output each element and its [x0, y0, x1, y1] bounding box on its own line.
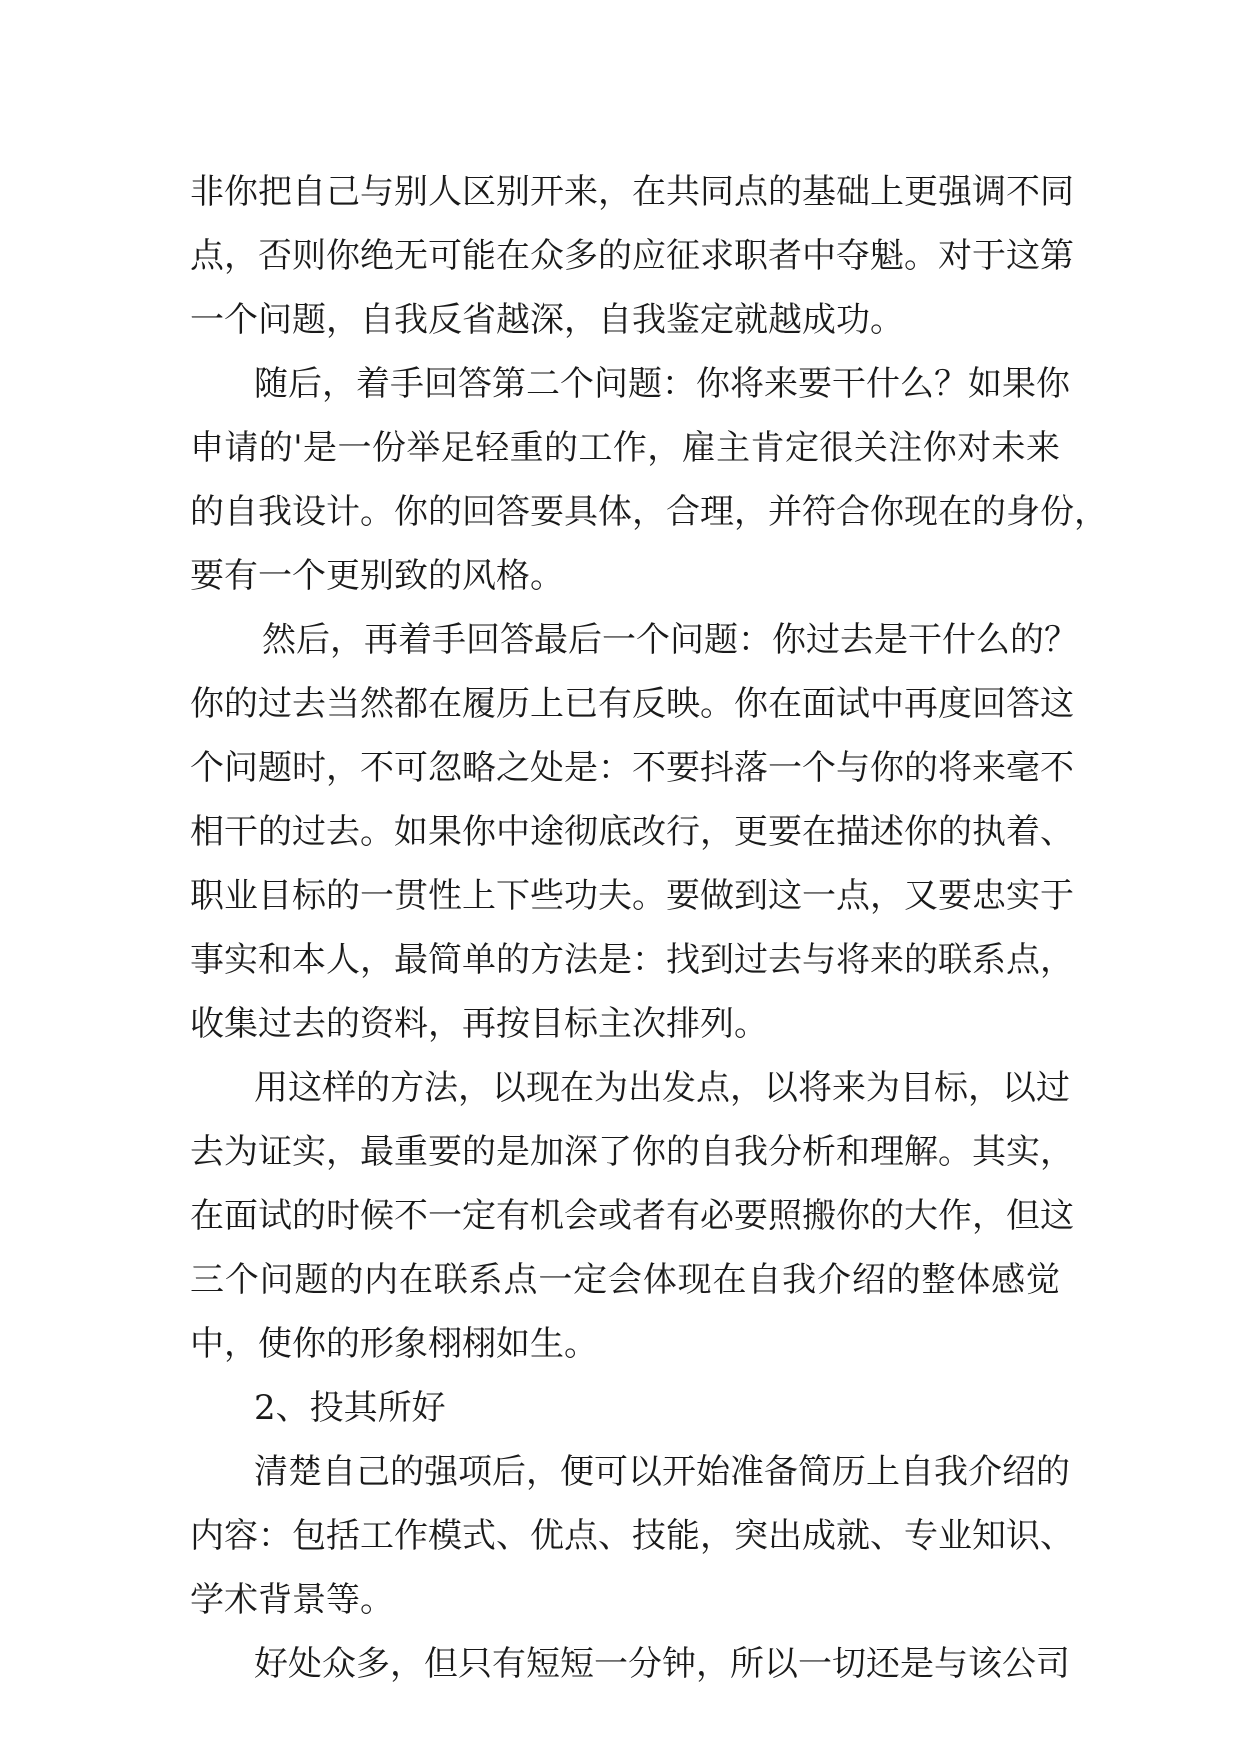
text-line: 在面试的时候不一定有机会或者有必要照搬你的大作，但这: [190, 1196, 1074, 1236]
paragraph-first-line: 随后，着手回答第二个问题：你将来要干什么？如果你: [254, 364, 1070, 404]
paragraph-first-line: 用这样的方法，以现在为出发点，以将来为目标，以过: [254, 1068, 1070, 1108]
text-line: 申请的'是一份举足轻重的工作，雇主肯定很关注你对未来: [190, 428, 1060, 468]
text-line: 的自我设计。你的回答要具体，合理，并符合你现在的身份，: [190, 492, 1108, 532]
text-line: 中，使你的形象栩栩如生。: [190, 1324, 598, 1364]
text-line: 非你把自己与别人区别开来，在共同点的基础上更强调不同: [190, 172, 1074, 212]
section-heading: 2、投其所好: [254, 1388, 446, 1428]
text-line: 一个问题，自我反省越深，自我鉴定就越成功。: [190, 300, 904, 340]
text-line: 内容：包括工作模式、优点、技能，突出成就、专业知识、: [190, 1516, 1074, 1556]
text-line: 你的过去当然都在履历上已有反映。你在面试中再度回答这: [190, 684, 1074, 724]
text-line: 职业目标的一贯性上下些功夫。要做到这一点，又要忠实于: [190, 876, 1074, 916]
paragraph-first-line: 好处众多，但只有短短一分钟，所以一切还是与该公司: [254, 1644, 1070, 1684]
text-line: 收集过去的资料，再按目标主次排列。: [190, 1004, 768, 1044]
text-line: 事实和本人，最简单的方法是：找到过去与将来的联系点，: [190, 940, 1074, 980]
text-line: 个问题时，不可忽略之处是：不要抖落一个与你的将来毫不: [190, 748, 1074, 788]
body-text: [190, 160, 1108, 1696]
text-line: 去为证实，最重要的是加深了你的自我分析和理解。其实，: [190, 1132, 1074, 1172]
text-line: 要有一个更别致的风格。: [190, 556, 564, 596]
text-line: 三个问题的内在联系点一定会体现在自我介绍的整体感觉: [190, 1260, 1060, 1300]
text-line: 相干的过去。如果你中途彻底改行，更要在描述你的执着、: [190, 812, 1074, 852]
paragraph-first-line: 清楚自己的强项后，便可以开始准备简历上自我介绍的: [254, 1452, 1070, 1492]
paragraph-first-line: 然后，再着手回答最后一个问题：你过去是干什么的？: [262, 620, 1078, 660]
text-line: 学术背景等。: [190, 1580, 394, 1620]
text-line: 点，否则你绝无可能在众多的应征求职者中夺魁。对于这第: [190, 236, 1074, 276]
